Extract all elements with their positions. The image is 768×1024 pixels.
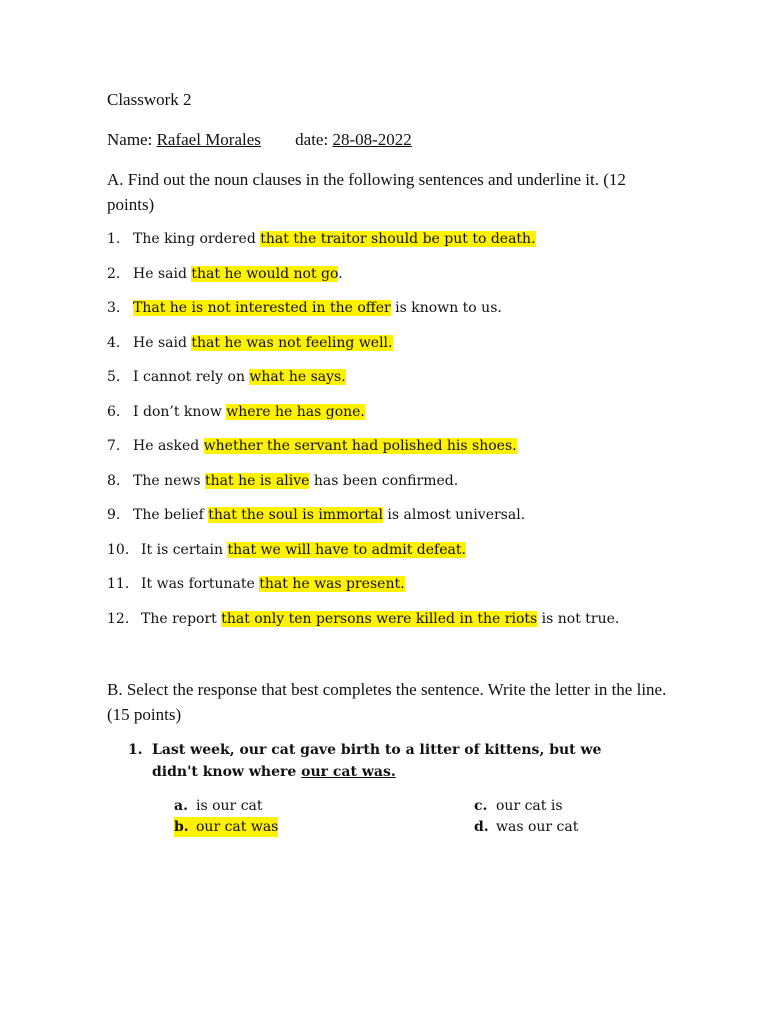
item-number: 3. bbox=[107, 300, 121, 316]
list-item bbox=[107, 436, 707, 471]
list-item bbox=[107, 298, 707, 333]
question-answer: our cat was. bbox=[301, 764, 396, 780]
item-text-before: The news bbox=[133, 472, 206, 489]
item-text-before: He said bbox=[133, 334, 192, 351]
section-a-instructions: A. Find out the noun clauses in the following sentences and underline it. (12 points) bbox=[107, 170, 626, 214]
noun-clause-highlight: where he has gone. bbox=[226, 403, 365, 420]
noun-clause-highlight: what he says. bbox=[249, 369, 346, 385]
item-number: 2. bbox=[107, 265, 121, 282]
option-a bbox=[174, 796, 263, 816]
question-text bbox=[128, 739, 648, 783]
option-letter: d. bbox=[474, 819, 489, 835]
option-letter: b. bbox=[174, 819, 189, 835]
item-number: 8. bbox=[107, 472, 121, 489]
item-number: 11. bbox=[107, 576, 130, 592]
item-text-after: is known to us. bbox=[390, 300, 502, 316]
name-label: Name: bbox=[107, 130, 153, 149]
noun-clause-highlight: that he was present. bbox=[259, 576, 405, 592]
list-item bbox=[107, 264, 707, 299]
item-number: 7. bbox=[107, 438, 121, 454]
noun-clause-highlight: that only ten persons were killed in the riots bbox=[221, 610, 538, 627]
section-b-instructions: B. Select the response that best completes the sentence. Write the letter in the line. (15 points) bbox=[107, 680, 667, 724]
item-number: 1. bbox=[107, 231, 121, 247]
item-number: 4. bbox=[107, 334, 121, 351]
option-text: was our cat bbox=[496, 819, 579, 835]
item-number: 5. bbox=[107, 369, 121, 385]
item-text-before: The belief bbox=[133, 507, 209, 523]
noun-clause-highlight: that the soul is immortal bbox=[208, 507, 383, 523]
list-item bbox=[107, 333, 707, 368]
option-text: is our cat bbox=[196, 798, 263, 814]
item-text-before: I don’t know bbox=[133, 403, 227, 420]
option-text: our cat is bbox=[496, 798, 563, 814]
item-text-before: He said bbox=[133, 265, 192, 282]
item-text-before: It was fortunate bbox=[141, 576, 260, 592]
noun-clause-highlight: that he is alive bbox=[205, 472, 310, 489]
question-text-before: Last week, our cat gave birth to a litter of kittens, but we didn't know where bbox=[152, 742, 602, 780]
item-number: 9. bbox=[107, 507, 121, 523]
noun-clause-highlight: That he is not interested in the offer bbox=[133, 300, 391, 316]
item-number: 6. bbox=[107, 403, 121, 420]
name-date-line bbox=[107, 130, 412, 150]
noun-clause-highlight: that we will have to admit defeat. bbox=[227, 541, 466, 558]
item-text-before: He asked bbox=[133, 438, 204, 454]
list-item bbox=[107, 540, 707, 575]
item-number: 10. bbox=[107, 541, 130, 558]
student-name: Rafael Morales bbox=[156, 130, 261, 149]
list-item bbox=[107, 402, 707, 437]
noun-clause-highlight: whether the servant had polished his shoes. bbox=[203, 438, 517, 454]
item-number: 12. bbox=[107, 610, 130, 627]
option-letter: c. bbox=[474, 798, 488, 814]
list-item bbox=[107, 505, 707, 540]
item-text-after: is not true. bbox=[537, 610, 620, 627]
item-text-after: has been confirmed. bbox=[309, 472, 459, 489]
date-value: 28-08-2022 bbox=[332, 130, 412, 149]
question-number: 1. bbox=[128, 742, 143, 758]
page-title: Classwork 2 bbox=[107, 90, 192, 109]
item-text-before: It is certain bbox=[141, 541, 228, 558]
item-text-before: The king ordered bbox=[133, 231, 261, 247]
list-item bbox=[107, 367, 707, 402]
item-text-after: is almost universal. bbox=[382, 507, 526, 523]
noun-clause-highlight: that the traitor should be put to death. bbox=[260, 231, 536, 247]
option-d bbox=[474, 817, 578, 837]
option-text: our cat was bbox=[196, 819, 279, 835]
item-text-after: . bbox=[338, 265, 343, 282]
option-b bbox=[174, 817, 278, 837]
list-item bbox=[107, 574, 707, 609]
noun-clause-highlight: that he would not go bbox=[191, 265, 339, 282]
date-label: date: bbox=[295, 130, 329, 149]
list-item bbox=[107, 229, 707, 264]
option-letter: a. bbox=[174, 798, 188, 814]
list-item bbox=[107, 471, 707, 506]
list-item bbox=[107, 609, 707, 644]
item-text-before: The report bbox=[141, 610, 222, 627]
question-1 bbox=[128, 739, 648, 783]
item-text-before: I cannot rely on bbox=[133, 369, 250, 385]
option-c bbox=[474, 796, 563, 816]
noun-clause-highlight: that he was not feeling well. bbox=[191, 334, 393, 351]
section-a-list bbox=[107, 229, 707, 643]
